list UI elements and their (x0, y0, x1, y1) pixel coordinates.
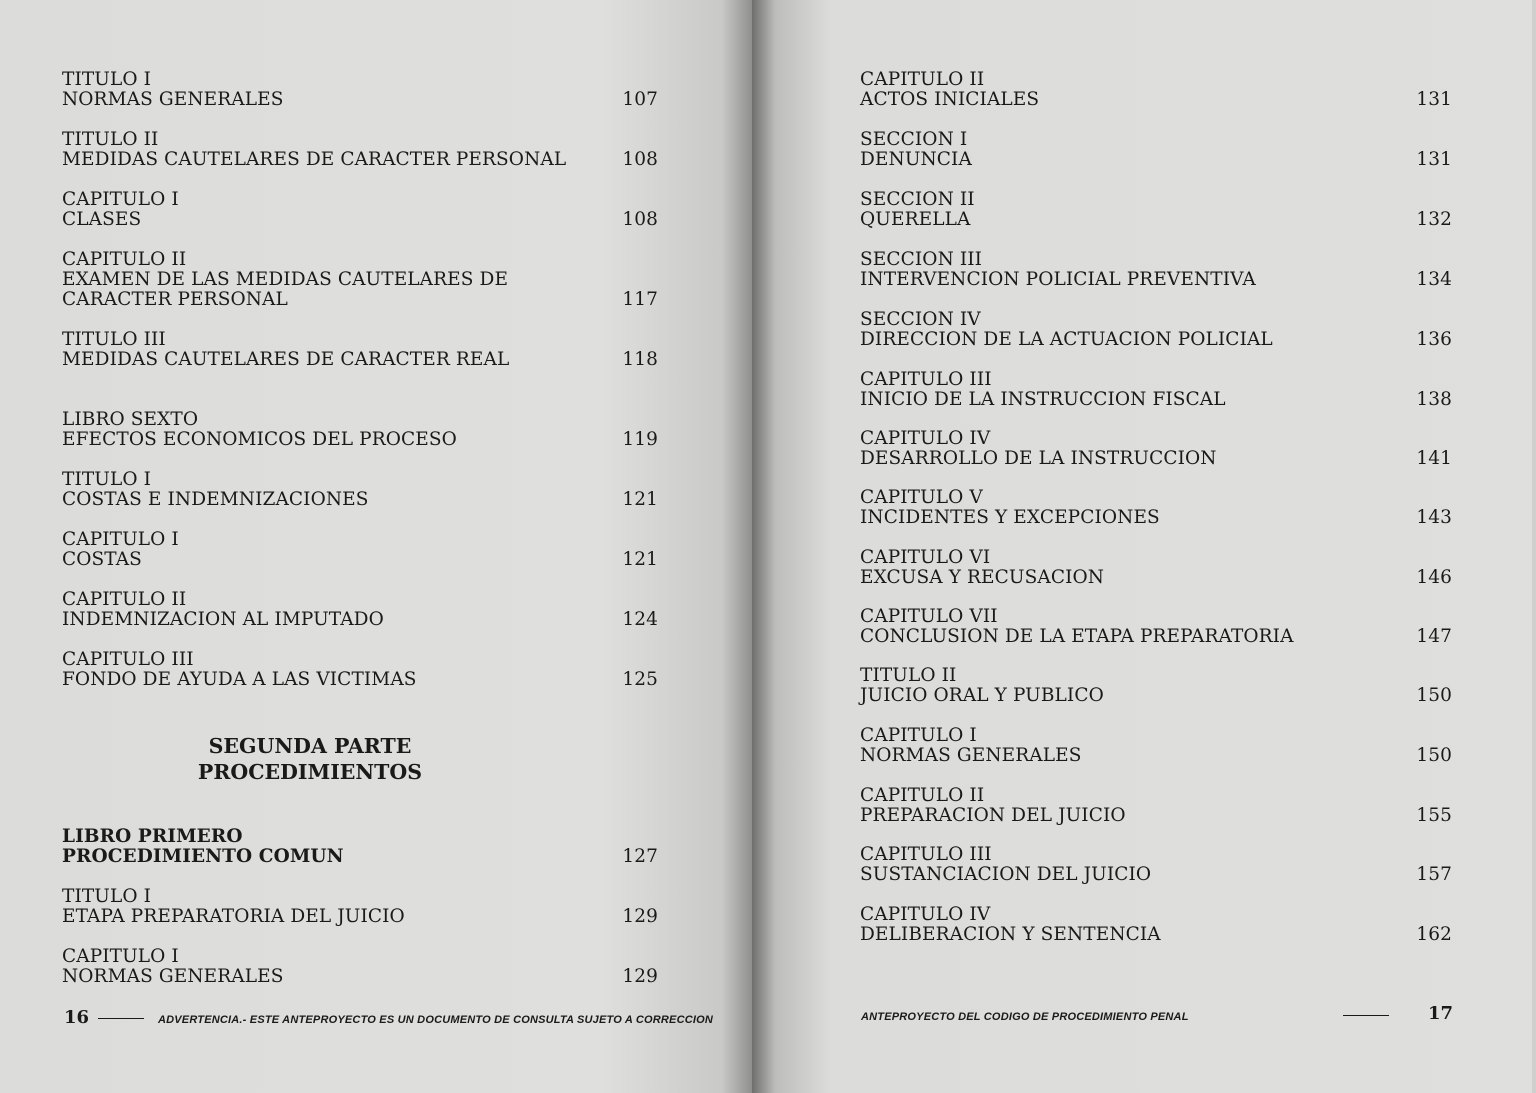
toc-entry: LIBRO PRIMERO PROCEDIMIENTO COMUN 127 (62, 826, 658, 867)
toc-entry: CAPITULO V INCIDENTES Y EXCEPCIONES 143 (860, 487, 1452, 528)
toc-page-number: 117 (622, 289, 658, 310)
toc-entry: TITULO III MEDIDAS CAUTELARES DE CARACTER REAL 118 (62, 329, 658, 370)
toc-page-number: 147 (1416, 626, 1452, 647)
toc-page-number: 143 (1416, 507, 1452, 528)
toc-entry: SECCION III INTERVENCION POLICIAL PREVENTIVA 134 (860, 249, 1452, 290)
toc-entry: LIBRO SEXTO EFECTOS ECONOMICOS DEL PROCESO 119 (62, 409, 658, 450)
toc-entry: CAPITULO II ACTOS INICIALES 131 (860, 69, 1452, 110)
toc-entry: CAPITULO I NORMAS GENERALES 129 (62, 946, 658, 987)
toc-page-number: 131 (1416, 89, 1452, 110)
toc-entry: CAPITULO IV DELIBERACION Y SENTENCIA 162 (860, 904, 1452, 945)
toc-entry: CAPITULO I NORMAS GENERALES 150 (860, 725, 1452, 766)
toc-page-number: 132 (1416, 209, 1452, 230)
part-heading: SEGUNDA PARTE PROCEDIMIENTOS (197, 734, 423, 784)
toc-page-number: 127 (622, 846, 658, 867)
toc-entry: CAPITULO III SUSTANCIACION DEL JUICIO 157 (860, 844, 1452, 885)
left-page (0, 0, 752, 1093)
toc-entry: CAPITULO VI EXCUSA Y RECUSACION 146 (860, 547, 1452, 588)
toc-page-number: 150 (1416, 745, 1452, 766)
right-page (752, 0, 1536, 1093)
toc-page-number: 121 (622, 489, 658, 510)
toc-entry: TITULO I COSTAS E INDEMNIZACIONES 121 (62, 469, 658, 510)
toc-page-number: 162 (1416, 924, 1452, 945)
toc-page-number: 141 (1416, 448, 1452, 469)
footer-rule (98, 1018, 144, 1019)
toc-page-number: 150 (1416, 685, 1452, 706)
toc-entry: SECCION II QUERELLA 132 (860, 189, 1452, 230)
page-number: 16 (64, 1007, 90, 1028)
toc-entry: CAPITULO I CLASES 108 (62, 189, 658, 230)
toc-entry: CAPITULO II INDEMNIZACION AL IMPUTADO 124 (62, 589, 658, 630)
toc-entry: SECCION I DENUNCIA 131 (860, 129, 1452, 170)
toc-page-number: 157 (1416, 864, 1452, 885)
toc-page-number: 124 (622, 609, 658, 630)
toc-page-number: 129 (622, 966, 658, 987)
toc-page-number: 134 (1416, 269, 1452, 290)
footer-note: ADVERTENCIA.- ESTE ANTEPROYECTO ES UN DOCUMENTO DE CONSULTA SUJETO A CORRECCION (157, 1014, 714, 1026)
toc-page-number: 121 (622, 549, 658, 570)
toc-page-number: 146 (1416, 567, 1452, 588)
toc-entry: TITULO I ETAPA PREPARATORIA DEL JUICIO 129 (62, 886, 658, 927)
toc-entry: SECCION IV DIRECCION DE LA ACTUACION POLICIAL 136 (860, 309, 1452, 350)
page-footer (64, 1007, 713, 1028)
page-number: 17 (1427, 1003, 1453, 1024)
toc-entry: CAPITULO II EXAMEN DE LAS MEDIDAS CAUTELARES DE CARACTER PERSONAL 117 (62, 249, 658, 310)
toc-entry: CAPITULO VII CONCLUSION DE LA ETAPA PREPARATORIA 147 (860, 606, 1452, 647)
toc-entry: TITULO II MEDIDAS CAUTELARES DE CARACTER PERSONAL 108 (62, 129, 658, 170)
toc-entry: CAPITULO III FONDO DE AYUDA A LAS VICTIMAS 125 (62, 649, 658, 690)
toc-page-number: 138 (1416, 389, 1452, 410)
toc-entry: TITULO II JUICIO ORAL Y PUBLICO 150 (860, 665, 1452, 706)
toc-page-number: 136 (1416, 329, 1452, 350)
toc-page-number: 107 (622, 89, 658, 110)
toc-page-number: 108 (622, 209, 658, 230)
toc-entry: TITULO I NORMAS GENERALES 107 (62, 69, 658, 110)
footer-note: ANTEPROYECTO DEL CODIGO DE PROCEDIMIENTO PENAL (861, 1011, 1189, 1023)
footer-rule (1343, 1015, 1389, 1016)
toc-entry: CAPITULO I COSTAS 121 (62, 529, 658, 570)
page-footer (861, 1003, 1453, 1025)
toc-entry: CAPITULO II PREPARACION DEL JUICIO 155 (860, 785, 1452, 826)
toc-entry: CAPITULO III INICIO DE LA INSTRUCCION FISCAL 138 (860, 369, 1452, 410)
toc-entry: CAPITULO IV DESARROLLO DE LA INSTRUCCION 141 (860, 428, 1452, 469)
toc-page-number: 125 (622, 669, 658, 690)
toc-page-number: 118 (622, 349, 658, 370)
toc-page-number: 108 (622, 149, 658, 170)
toc-page-number: 129 (622, 906, 658, 927)
toc-page-number: 119 (622, 429, 658, 450)
toc-page-number: 131 (1416, 149, 1452, 170)
toc-page-number: 155 (1416, 805, 1452, 826)
